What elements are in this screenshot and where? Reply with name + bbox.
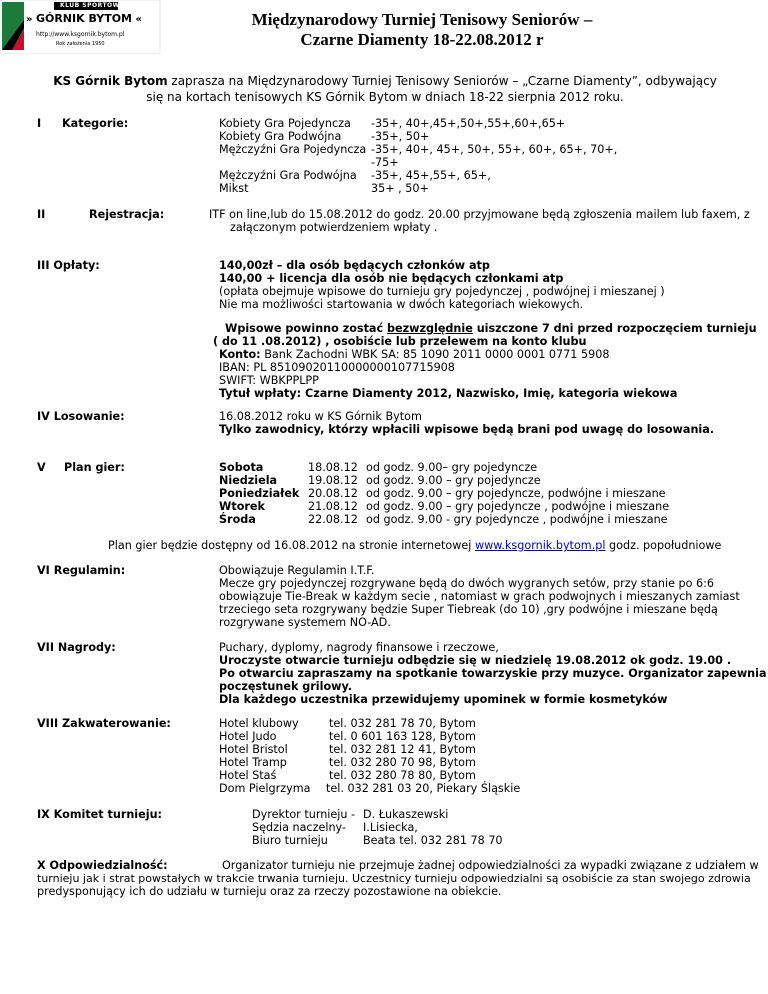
logo-top-text: KLUB SPORTOWY — [60, 2, 125, 9]
schedule-desc: od godz. 9.00 – gry pojedyncze , podwójne i mieszane — [366, 500, 670, 513]
transfer-title: Tytuł wpłaty: Czarne Diamenty 2012, Nazwisko, Imię, kategoria wiekowa — [219, 387, 678, 400]
hotel-name: Hotel klubowy — [219, 717, 299, 730]
prizes-label: VII Nagrody: — [37, 641, 116, 654]
category-ages: 35+ , 50+ — [371, 182, 429, 195]
category-ages: -75+ — [371, 156, 399, 169]
registration-number: II — [37, 208, 46, 221]
fees-line1: 140,00zł – dla osób będących członków atp — [219, 259, 490, 272]
committee-label: IX Komitet turnieju: — [37, 808, 163, 821]
category-ages: -35+, 40+, 45+, 50+, 55+, 60+, 65+, 70+, — [371, 143, 618, 156]
hotel-tel: tel. 032 280 70 98, Bytom — [329, 756, 476, 769]
rules-line: Obowiązuje Regulamin I.T.F. — [219, 564, 375, 577]
schedule-date: 20.08.12 — [308, 487, 358, 500]
category-name: Mężczyźni Gra Podwójna — [219, 169, 357, 182]
liability-line2: turnieju jak i strat powstałych w trakcie trwania turnieju. Uczestnicy turnieju odpowiedzialni są osobiście za stan swojego zdrowia — [37, 872, 751, 885]
schedule-desc: od godz. 9.00– gry pojedyncze — [366, 461, 538, 474]
categories-number: I — [37, 117, 42, 130]
hotel-name: Hotel Staś — [219, 769, 277, 782]
logo-url: http://www.ksgornik.bytom.pl — [36, 31, 125, 38]
category-name: Kobiety Gra Podwójna — [219, 130, 342, 143]
payment-deadline-line1 — [225, 322, 757, 335]
bank-account-value: Bank Zachodni WBK SA: 85 1090 2011 0000 0001 0771 5908 — [260, 348, 610, 361]
rules-line: trzeciego seta rozgrywany będzie Super Tiebreak (do 10) ,gry podwójne i mieszane będą — [219, 603, 718, 616]
page-title-line1: Międzynarodowy Turniej Tenisowy Seniorów – — [251, 10, 593, 29]
logo-name-text: GÓRNIK BYTOM — [35, 12, 133, 25]
prizes-line4: poczęstunek grilowy. — [219, 680, 353, 693]
committee-role: Sędzia naczelny- — [252, 821, 346, 834]
hotel-tel: tel. 0 601 163 128, Bytom — [329, 730, 476, 743]
page-title-line2: Czarne Diamenty 18-22.08.2012 r — [300, 30, 544, 49]
liability-line3: predysponujący ich do udziału w turnieju oraz za rzeczy pozostawione na obiekcie. — [37, 885, 502, 898]
rules-line: rozgrywane systemem NO-AD. — [219, 616, 391, 629]
schedule-note-text-a: Plan gier będzie dostępny od 16.08.2012 na stronie internetowej — [108, 539, 475, 552]
hotel-name: Dom Pielgrzyma — [219, 782, 311, 795]
schedule-day: Poniedziałek — [219, 487, 300, 500]
prizes-line3: Po otwarciu zapraszamy na spotkanie towarzyskie przy muzyce. Organizator zapewnia — [219, 667, 767, 680]
fees-line2: 140,00 + licencja dla osób nie będących członkami atp — [219, 272, 564, 285]
fees-label: III Opłaty: — [37, 259, 100, 272]
schedule-date: 21.08.12 — [308, 500, 358, 513]
intro-line2: się na kortach tenisowych KS Górnik Bytom w dniach 18-22 sierpnia 2012 roku. — [146, 90, 624, 104]
committee-role: Dyrektor turnieju - — [252, 808, 356, 821]
category-ages: -35+, 50+ — [371, 130, 430, 143]
prizes-line1: Puchary, dyplomy, nagrody finansowe i rzeczowe, — [219, 641, 499, 654]
hotel-name: Hotel Tramp — [219, 756, 287, 769]
hotel-tel: tel. 032 281 03 20, Piekary Śląskie — [326, 782, 521, 795]
payment-emphasis: bezwzględnie — [387, 322, 473, 335]
schedule-date: 22.08.12 — [308, 513, 358, 526]
category-ages: -35+, 45+,55+, 65+, — [371, 169, 491, 182]
schedule-note — [108, 539, 721, 552]
draw-label: IV Losowanie: — [37, 410, 125, 423]
registration-line2: załączonym potwierdzeniem wpłaty . — [230, 221, 438, 234]
logo-club-name: » GÓRNIK BYTOM « — [26, 12, 142, 25]
prizes-line2: Uroczyste otwarcie turnieju odbędzie się w niedzielę 19.08.2012 ok godz. 19.00 . — [219, 654, 732, 667]
intro-line1-text: zaprasza na Międzynarodowy Turniej Tenisowy Seniorów – „Czarne Diamenty”, odbywający — [167, 74, 717, 88]
hotel-tel: tel. 032 281 78 70, Bytom — [329, 717, 476, 730]
registration-label: Rejestracja: — [89, 208, 165, 221]
payment-deadline-line2: ( do 11 .08.2012) , osobiście lub przelewem na konto klubu — [213, 335, 587, 348]
schedule-desc: od godz. 9.00 – gry pojedyncze — [366, 474, 541, 487]
hotel-tel: tel. 032 280 78 80, Bytom — [329, 769, 476, 782]
hotel-name: Hotel Judo — [219, 730, 277, 743]
category-name: Kobiety Gra Pojedyncza — [219, 117, 351, 130]
liability-label: X Odpowiedzialność: — [37, 859, 168, 872]
payment-text-b: uiszczone 7 dni przed rozpoczęciem turnieju — [472, 322, 757, 335]
swift: SWIFT: WBKPPLPP — [219, 374, 319, 387]
logo-founded: Rok założenia 1950 — [56, 41, 105, 47]
intro-club: KS Górnik Bytom — [53, 74, 168, 88]
registration-line1: ITF on line,lub do 15.08.2012 do godz. 20.00 przyjmowane będą zgłoszenia mailem lub faxem, z — [209, 208, 750, 221]
committee-person: D. Łukaszewski — [363, 808, 449, 821]
payment-text-a: Wpisowe powinno zostać — [225, 322, 388, 335]
committee-person: I.Lisiecka, — [363, 821, 418, 834]
lodging-label: VIII Zakwaterowanie: — [37, 717, 171, 730]
bank-account — [219, 348, 609, 361]
schedule-label: Plan gier: — [64, 461, 125, 474]
committee-role: Biuro turnieju — [252, 834, 328, 847]
intro-line1 — [20, 73, 750, 89]
hotel-tel: tel. 032 281 12 41, Bytom — [329, 743, 476, 756]
liability-line1: Organizator turnieju nie przejmuje żadnej odpowiedzialności za wypadki związane z udziałem w — [222, 859, 759, 872]
bank-account-label: Konto: — [219, 348, 261, 361]
schedule-day: Niedziela — [219, 474, 278, 487]
committee-person: Beata tel. 032 281 78 70 — [363, 834, 503, 847]
iban: IBAN: PL 85109020110000000107715908 — [219, 361, 455, 374]
schedule-day: Sobota — [219, 461, 264, 474]
draw-line1: 16.08.2012 roku w KS Górnik Bytom — [219, 410, 422, 423]
fees-line3: (opłata obejmuje wpisowe do turnieju gry pojedynczej , podwójnej i mieszanej ) — [219, 285, 665, 298]
category-ages: -35+, 40+,45+,50+,55+,60+,65+ — [371, 117, 566, 130]
rules-line: Mecze gry pojedynczej rozgrywane będą do dwóch wygranych setów, przy stanie po 6:6 — [219, 577, 715, 590]
schedule-desc: od godz. 9.00 - gry pojedyncze , podwójne i mieszane — [366, 513, 668, 526]
schedule-number: V — [37, 461, 46, 474]
hotel-name: Hotel Bristol — [219, 743, 288, 756]
club-logo — [0, 0, 162, 54]
schedule-desc: od godz. 9.00 – gry pojedyncze, podwójne i mieszane — [366, 487, 666, 500]
rules-line: obowiązuje Tie-Break w każdym secie , natomiast w grach podwojnych i mieszanych zamiast — [219, 590, 740, 603]
categories-label: Kategorie: — [62, 117, 129, 130]
draw-line2: Tylko zawodnicy, którzy wpłacili wpisowe będą brani pod uwagę do losowania. — [219, 423, 715, 436]
schedule-note-text-b: godz. popołudniowe — [605, 539, 722, 552]
schedule-date: 18.08.12 — [308, 461, 358, 474]
category-name: Mężczyźni Gra Pojedyncza — [219, 143, 367, 156]
schedule-day: Środa — [219, 513, 256, 526]
prizes-line5: Dla każdego uczestnika przewidujemy upominek w formie kosmetyków — [219, 693, 668, 706]
category-name: Mikst — [219, 182, 249, 195]
schedule-date: 19.08.12 — [308, 474, 358, 487]
club-website-link[interactable]: www.ksgornik.bytom.pl — [474, 539, 606, 552]
fees-line4: Nie ma możliwości startowania w dwóch kategoriach wiekowych. — [219, 298, 584, 311]
rules-label: VI Regulamin: — [37, 564, 126, 577]
schedule-day: Wtorek — [219, 500, 265, 513]
